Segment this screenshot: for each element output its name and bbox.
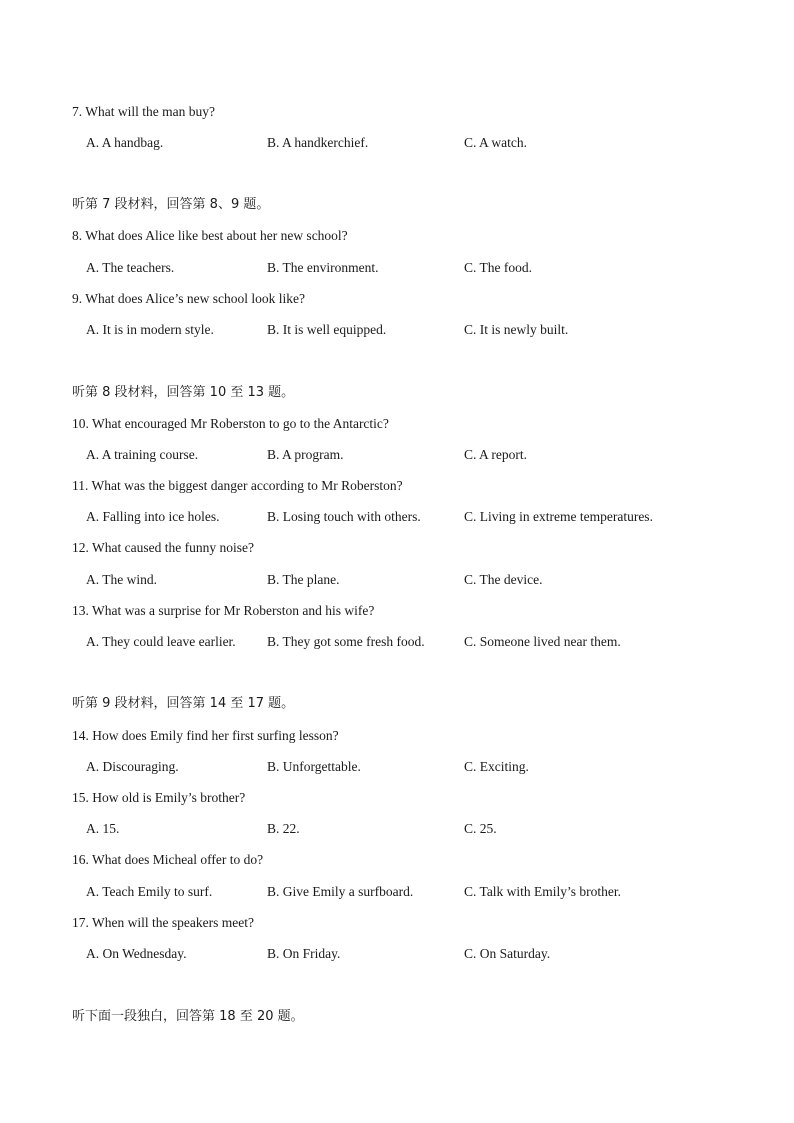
section-heading-9: 听第 9 段材料，回答第 14 至 17 题。 [72,696,295,711]
question-10: 10. What encouraged Mr Roberston to go to the Antarctic? [72,416,389,431]
q15-option-b: B. 22. [267,821,300,836]
q17-option-a: A. On Wednesday. [86,946,187,961]
q10-option-a: A. A training course. [86,447,199,462]
q12-option-c: C. The device. [464,572,543,587]
question-9: 9. What does Alice’s new school look like? [72,291,305,306]
q13-option-a: A. They could leave earlier. [86,634,236,649]
q17-option-c: C. On Saturday. [464,946,551,961]
q12-option-b: B. The plane. [267,572,340,587]
q7-option-c: C. A watch. [464,135,527,150]
question-13: 13. What was a surprise for Mr Roberston and his wife? [72,603,375,618]
section-heading-monologue: 听下面一段独白，回答第 18 至 20 题。 [72,1009,304,1024]
question-15: 15. How old is Emily’s brother? [72,790,246,805]
q8-option-b: B. The environment. [267,260,379,275]
q10-option-c: C. A report. [464,447,527,462]
q13-option-c: C. Someone lived near them. [464,634,621,649]
q12-option-a: A. The wind. [86,572,157,587]
q7-option-a: A. A handbag. [86,135,164,150]
q11-option-a: A. Falling into ice holes. [86,509,220,524]
section-heading-8: 听第 8 段材料，回答第 10 至 13 题。 [72,385,295,400]
q16-option-c: C. Talk with Emily’s brother. [464,884,622,899]
question-14: 14. How does Emily find her first surfing lesson? [72,728,339,743]
question-8: 8. What does Alice like best about her new school? [72,228,348,243]
question-11: 11. What was the biggest danger according to Mr Roberston? [72,478,403,493]
question-7: 7. What will the man buy? [72,104,215,119]
section-heading-7: 听第 7 段材料，回答第 8、9 题。 [72,197,270,212]
q7-option-b: B. A handkerchief. [267,135,369,150]
q14-option-b: B. Unforgettable. [267,759,361,774]
question-17: 17. When will the speakers meet? [72,915,254,930]
q9-option-c: C. It is newly built. [464,322,569,337]
q13-option-b: B. They got some fresh food. [267,634,425,649]
q11-option-b: B. Losing touch with others. [267,509,421,524]
q9-option-a: A. It is in modern style. [86,322,214,337]
q14-option-a: A. Discouraging. [86,759,179,774]
q14-option-c: C. Exciting. [464,759,529,774]
q17-option-b: B. On Friday. [267,946,341,961]
q11-option-c: C. Living in extreme temperatures. [464,509,653,524]
q8-option-c: C. The food. [464,260,532,275]
q8-option-a: A. The teachers. [86,260,175,275]
q16-option-a: A. Teach Emily to surf. [86,884,213,899]
q15-option-a: A. 15. [86,821,120,836]
q16-option-b: B. Give Emily a surfboard. [267,884,414,899]
q10-option-b: B. A program. [267,447,344,462]
q9-option-b: B. It is well equipped. [267,322,387,337]
question-12: 12. What caused the funny noise? [72,540,254,555]
question-16: 16. What does Micheal offer to do? [72,852,264,867]
q15-option-c: C. 25. [464,821,497,836]
